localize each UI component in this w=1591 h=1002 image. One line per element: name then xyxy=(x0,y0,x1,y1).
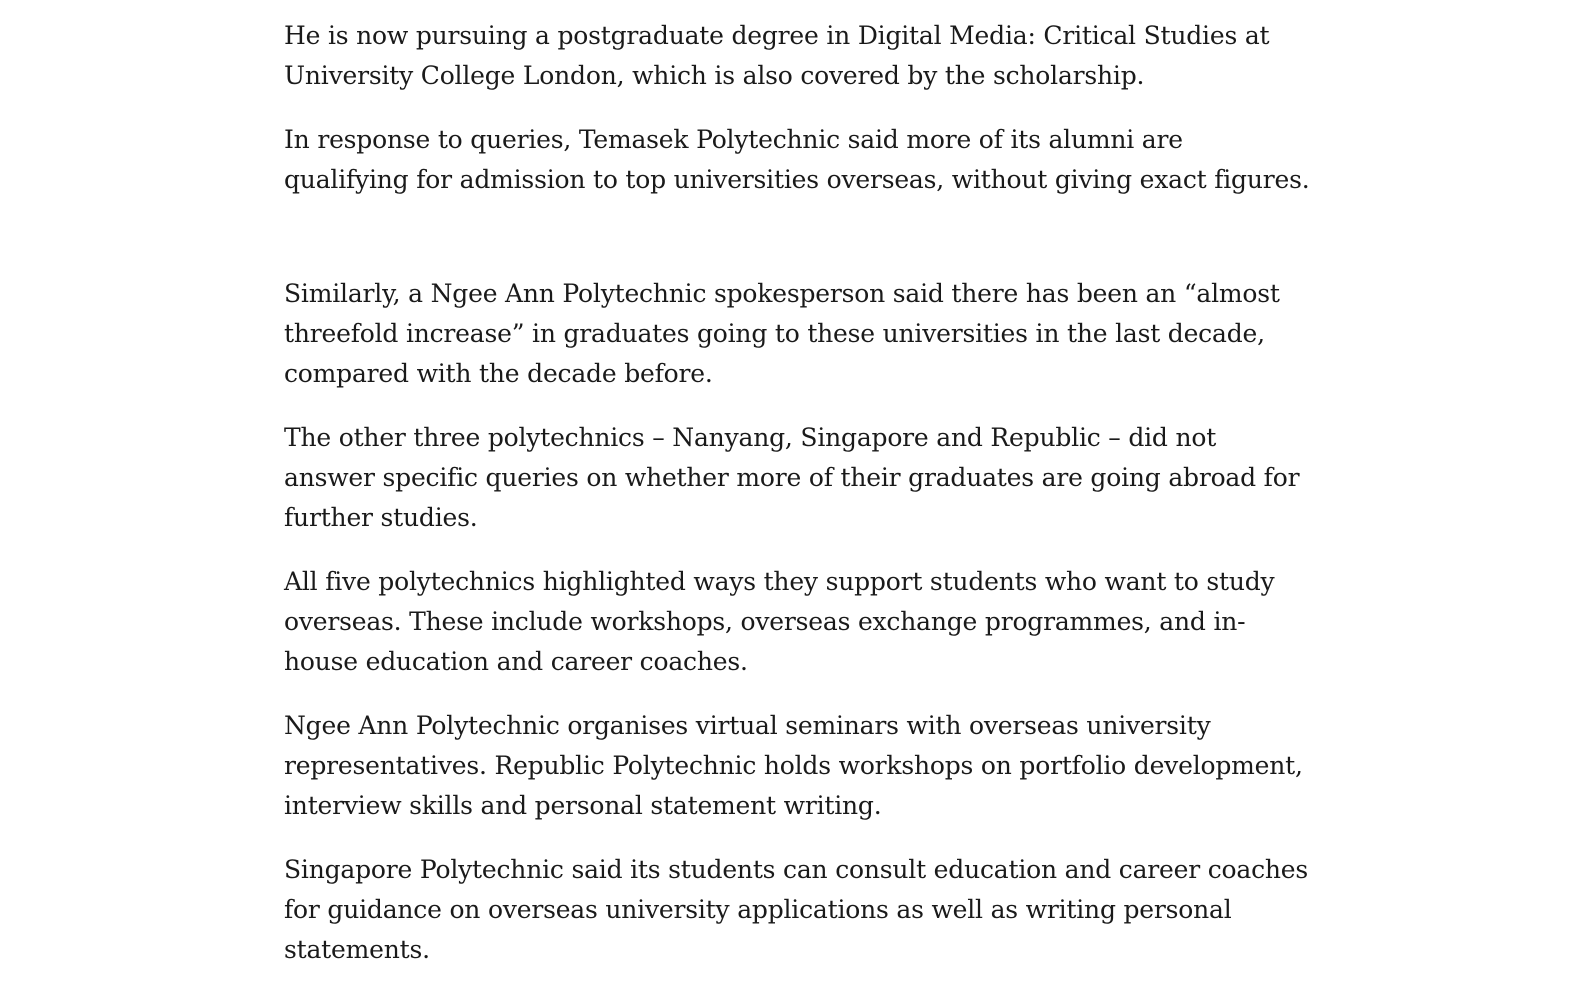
article-paragraph: Similarly, a Ngee Ann Polytechnic spokesperson said there has been an “almost threefold increase” in graduates going to these universities in the last decade, compared with the decade before. xyxy=(284,279,1280,388)
article-paragraph: The other three polytechnics – Nanyang, Singapore and Republic – did not answer specific queries on whether more of their graduates are going abroad for further studies. xyxy=(284,423,1300,532)
article-paragraph: Singapore Polytechnic said its students can consult education and career coaches for guidance on overseas university applications as well as writing personal statements. xyxy=(284,855,1309,964)
article-paragraph: Ngee Ann Polytechnic organises virtual seminars with overseas university representatives. Republic Polytechnic holds workshops on portfolio development, interview skills and personal statement writing. xyxy=(284,711,1303,820)
article-paragraph: All five polytechnics highlighted ways they support students who want to study overseas. These include workshops, overseas exchange programmes, and in-house education and career coaches. xyxy=(284,567,1275,676)
ad-spacer xyxy=(284,224,1314,274)
article-paragraph: In response to queries, Temasek Polytechnic said more of its alumni are qualifying for admission to top universities overseas, without giving exact figures. xyxy=(284,125,1310,194)
article-body xyxy=(284,16,1314,994)
article-paragraph: He is now pursuing a postgraduate degree in Digital Media: Critical Studies at University College London, which is also covered by the scholarship. xyxy=(284,21,1270,90)
